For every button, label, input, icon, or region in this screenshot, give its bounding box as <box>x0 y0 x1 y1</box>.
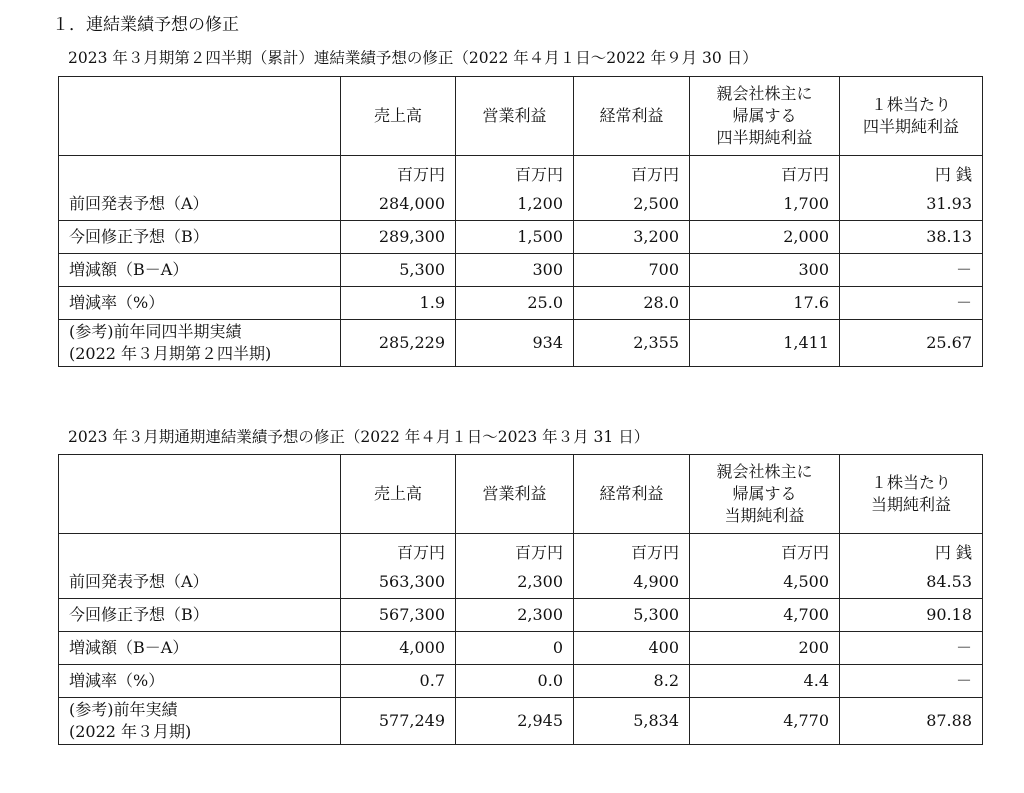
unit-cell: 百万円 <box>341 534 456 567</box>
table-row <box>59 320 983 367</box>
value-cell: 400 <box>574 632 690 665</box>
value-cell: 2,000 <box>690 221 840 254</box>
header-net-income-line2: 帰属する <box>732 106 797 125</box>
value-cell: 934 <box>456 320 574 367</box>
value-cell: 3,200 <box>574 221 690 254</box>
unit-row <box>59 156 983 189</box>
header-net-income <box>690 455 840 534</box>
value-cell: 1,500 <box>456 221 574 254</box>
value-cell: 28.0 <box>574 287 690 320</box>
value-cell: 4,000 <box>341 632 456 665</box>
table1-title: 2023 年３月期第２四半期（累計）連結業績予想の修正（2022 年４月１日～2022 年９月 30 日） <box>68 49 758 67</box>
value-cell: 2,945 <box>456 698 574 745</box>
corner-cell <box>59 77 341 156</box>
unit-cell: 百万円 <box>574 534 690 567</box>
header-net-income-line3: 当期純利益 <box>724 506 805 525</box>
table-row <box>59 221 983 254</box>
row-label: 増減額（B－A） <box>59 632 341 665</box>
value-cell: 25.67 <box>840 320 983 367</box>
table-row <box>59 188 983 221</box>
value-cell: － <box>840 254 983 287</box>
header-net-income-line1: 親会社株主に <box>716 84 813 103</box>
row-label <box>59 320 341 367</box>
header-operating-income: 営業利益 <box>456 77 574 156</box>
header-eps-line2: 当期純利益 <box>870 495 951 514</box>
table-row <box>59 698 983 745</box>
value-cell: 5,300 <box>574 599 690 632</box>
unit-label-cell <box>59 534 341 567</box>
value-cell: 8.2 <box>574 665 690 698</box>
value-cell: 2,300 <box>456 599 574 632</box>
row-label-line2: (2022 年３月期第２四半期) <box>69 344 272 363</box>
header-row <box>59 455 983 534</box>
value-cell: 577,249 <box>341 698 456 745</box>
value-cell: － <box>840 632 983 665</box>
value-cell: 90.18 <box>840 599 983 632</box>
header-operating-income: 営業利益 <box>456 455 574 534</box>
header-row <box>59 77 983 156</box>
value-cell: － <box>840 665 983 698</box>
unit-cell: 百万円 <box>690 534 840 567</box>
header-net-income <box>690 77 840 156</box>
header-eps <box>840 455 983 534</box>
value-cell: 563,300 <box>341 566 456 599</box>
value-cell: 0.0 <box>456 665 574 698</box>
row-label: 増減率（%） <box>59 287 341 320</box>
value-cell: 0.7 <box>341 665 456 698</box>
row-label-line1: (参考)前年実績 <box>69 700 178 719</box>
value-cell: 2,500 <box>574 188 690 221</box>
value-cell: 87.88 <box>840 698 983 745</box>
value-cell: － <box>840 287 983 320</box>
full-year-forecast-table <box>58 454 983 745</box>
row-label-line1: (参考)前年同四半期実績 <box>69 322 242 341</box>
row-label: 今回修正予想（B） <box>59 221 341 254</box>
value-cell: 1,411 <box>690 320 840 367</box>
value-cell: 4,770 <box>690 698 840 745</box>
value-cell: 4,500 <box>690 566 840 599</box>
section-heading: １．連結業績予想の修正 <box>52 15 239 35</box>
value-cell: 300 <box>690 254 840 287</box>
value-cell: 200 <box>690 632 840 665</box>
unit-cell: 百万円 <box>456 534 574 567</box>
unit-label-cell <box>59 156 341 189</box>
value-cell: 285,229 <box>341 320 456 367</box>
corner-cell <box>59 455 341 534</box>
unit-cell: 百万円 <box>690 156 840 189</box>
table-row <box>59 665 983 698</box>
header-net-income-line1: 親会社株主に <box>716 462 813 481</box>
header-eps <box>840 77 983 156</box>
header-eps-line2: 四半期純利益 <box>862 117 959 136</box>
value-cell: 84.53 <box>840 566 983 599</box>
value-cell: 2,300 <box>456 566 574 599</box>
unit-cell: 百万円 <box>456 156 574 189</box>
value-cell: 5,300 <box>341 254 456 287</box>
header-eps-line1: １株当たり <box>870 473 951 492</box>
row-label: 前回発表予想（A） <box>59 188 341 221</box>
value-cell: 38.13 <box>840 221 983 254</box>
row-label: 今回修正予想（B） <box>59 599 341 632</box>
q2-forecast-table <box>58 76 983 367</box>
value-cell: 5,834 <box>574 698 690 745</box>
unit-row <box>59 534 983 567</box>
header-sales: 売上高 <box>341 77 456 156</box>
row-label: 増減額（B－A） <box>59 254 341 287</box>
value-cell: 1.9 <box>341 287 456 320</box>
value-cell: 700 <box>574 254 690 287</box>
value-cell: 17.6 <box>690 287 840 320</box>
value-cell: 1,200 <box>456 188 574 221</box>
value-cell: 2,355 <box>574 320 690 367</box>
unit-cell: 百万円 <box>574 156 690 189</box>
row-label: 増減率（%） <box>59 665 341 698</box>
table-row <box>59 566 983 599</box>
table-row <box>59 287 983 320</box>
table-row <box>59 599 983 632</box>
value-cell: 1,700 <box>690 188 840 221</box>
value-cell: 4,900 <box>574 566 690 599</box>
value-cell: 31.93 <box>840 188 983 221</box>
header-ordinary-income: 経常利益 <box>574 77 690 156</box>
unit-cell: 円 銭 <box>840 156 983 189</box>
value-cell: 567,300 <box>341 599 456 632</box>
value-cell: 4,700 <box>690 599 840 632</box>
value-cell: 289,300 <box>341 221 456 254</box>
row-label <box>59 698 341 745</box>
value-cell: 0 <box>456 632 574 665</box>
value-cell: 284,000 <box>341 188 456 221</box>
table-row <box>59 254 983 287</box>
row-label: 前回発表予想（A） <box>59 566 341 599</box>
header-ordinary-income: 経常利益 <box>574 455 690 534</box>
header-net-income-line2: 帰属する <box>732 484 797 503</box>
value-cell: 300 <box>456 254 574 287</box>
unit-cell: 円 銭 <box>840 534 983 567</box>
table2-title: 2023 年３月期通期連結業績予想の修正（2022 年４月１日～2023 年３月 31 日） <box>68 428 650 446</box>
row-label-line2: (2022 年３月期) <box>69 722 192 741</box>
value-cell: 25.0 <box>456 287 574 320</box>
table-row <box>59 632 983 665</box>
header-net-income-line3: 四半期純利益 <box>716 128 813 147</box>
value-cell: 4.4 <box>690 665 840 698</box>
header-eps-line1: １株当たり <box>870 95 951 114</box>
header-sales: 売上高 <box>341 455 456 534</box>
unit-cell: 百万円 <box>341 156 456 189</box>
